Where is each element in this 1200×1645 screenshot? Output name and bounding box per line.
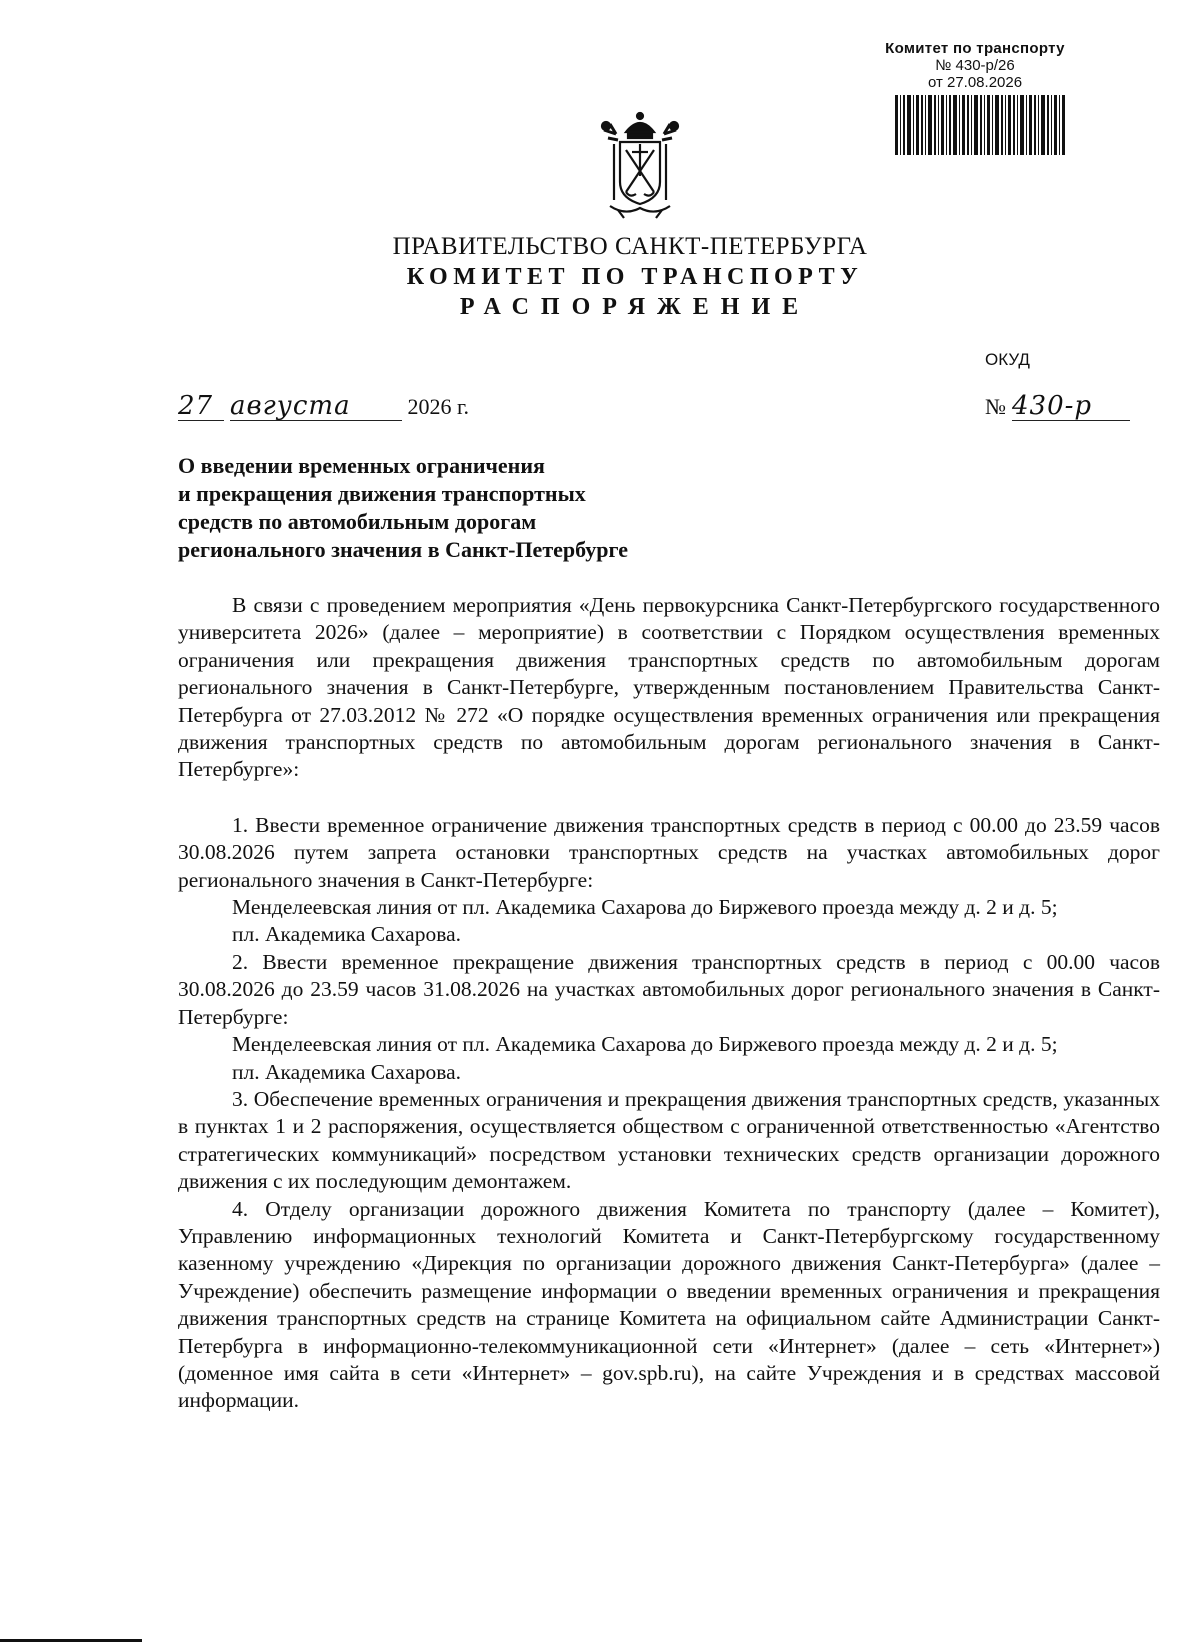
document-header [0, 232, 1200, 322]
number-sign: № [985, 394, 1006, 419]
st-petersburg-coat-of-arms-icon [590, 110, 690, 220]
committee-name: КОМИТЕТ ПО ТРАНСПОРТУ [406, 264, 864, 290]
title-line: и прекращения движения транспортных [178, 481, 586, 506]
government-name: ПРАВИТЕЛЬСТВО САНКТ-ПЕТЕРБУРГА [392, 233, 868, 260]
document-date [178, 392, 469, 421]
clause-1-item-1: Менделеевская линия от пл. Академика Сахарова до Биржевого проезда между д. 2 и д. 5; [232, 895, 1058, 920]
clause-3: 3. Обеспечение временных ограничения и прекращения движения транспортных средств, указанных в пунктах 1 и 2 распоряжения, осуществляется обществом с ограниченной ответственностью «Агентство стратегических коммуникаций» посредством установки технических средств организации дорожного движения с их последующим демонтажем. [178, 1086, 1160, 1194]
document-number [985, 392, 1130, 421]
clause-1-item-2: пл. Академика Сахарова. [232, 922, 461, 947]
title-line: О введении временных ограничения [178, 453, 545, 478]
stamp-date: от 27.08.2026 [927, 74, 1023, 91]
document-body [178, 592, 1160, 1415]
page-edge-line [0, 1639, 142, 1642]
title-line: средств по автомобильным дорогам [178, 509, 537, 534]
preamble-paragraph: В связи с проведением мероприятия «День первокурсника Санкт-Петербургского государственного университета 2026» (далее – мероприятие) в соответствии с Порядком осуществления временных ограничения или прекращения движения транспортных средств по автомобильным дорогам регионального значения в Санкт-Петербурге, утвержденным постановлением Правительства Санкт-Петербурга от 27.03.2012 № 272 «О порядке осуществления временных ограничения или прекращения движения транспортных средств по автомобильным дорогам регионального значения в Санкт-Петербурге»: [178, 593, 1160, 782]
clause-4: 4. Отделу организации дорожного движения Комитета по транспорту (далее – Комитет), Управлению информационных технологий Комитета и Санкт-Петербургскому государственному казенному учреждению «Дирекция по организации дорожного движения Санкт-Петербурга» (далее – Учреждение) обеспечить размещение информации о введении временных ограничения и прекращения движения транспортных средств на странице Комитета на официальном сайте Администрации Санкт-Петербурга в информационно-телекоммуникационной сети «Интернет» (далее – сеть «Интернет») (доменное имя сайта в сети «Интернет» – gov.spb.ru), на сайте Учреждения и в средствах массовой информации. [178, 1196, 1160, 1413]
stamp-committee: Комитет по транспорту [885, 40, 1065, 57]
document-type: РАСПОРЯЖЕНИЕ [459, 294, 811, 320]
clause-2-item-1: Менделеевская линия от пл. Академика Сахарова до Биржевого проезда между д. 2 и д. 5; [232, 1032, 1058, 1057]
date-day: 27 [178, 392, 224, 421]
okud-label: ОКУД [985, 350, 1030, 369]
number-value: 430-р [1012, 392, 1130, 421]
document-title [178, 452, 628, 564]
clause-1: 1. Ввести временное ограничение движения транспортных средств в период с 00.00 до 23.59 часов 30.08.2026 путем запрета остановки транспортных средств на участках автомобильных дорог регионального значения в Санкт-Петербурге: [178, 812, 1160, 892]
barcode-icon [895, 95, 1065, 155]
clause-2: 2. Ввести временное прекращение движения транспортных средств в период с 00.00 часов 30.08.2026 до 23.59 часов 31.08.2026 на участках автомобильных дорог регионального значения в Санкт-Петербурге: [178, 949, 1160, 1029]
date-year: 2026 г. [407, 394, 470, 419]
stamp-number: № 430-р/26 [935, 57, 1015, 74]
title-line: регионального значения в Санкт-Петербурге [178, 537, 628, 562]
registration-stamp [870, 40, 1080, 91]
clause-2-item-2: пл. Академика Сахарова. [232, 1059, 461, 1084]
date-month: августа [230, 392, 402, 421]
